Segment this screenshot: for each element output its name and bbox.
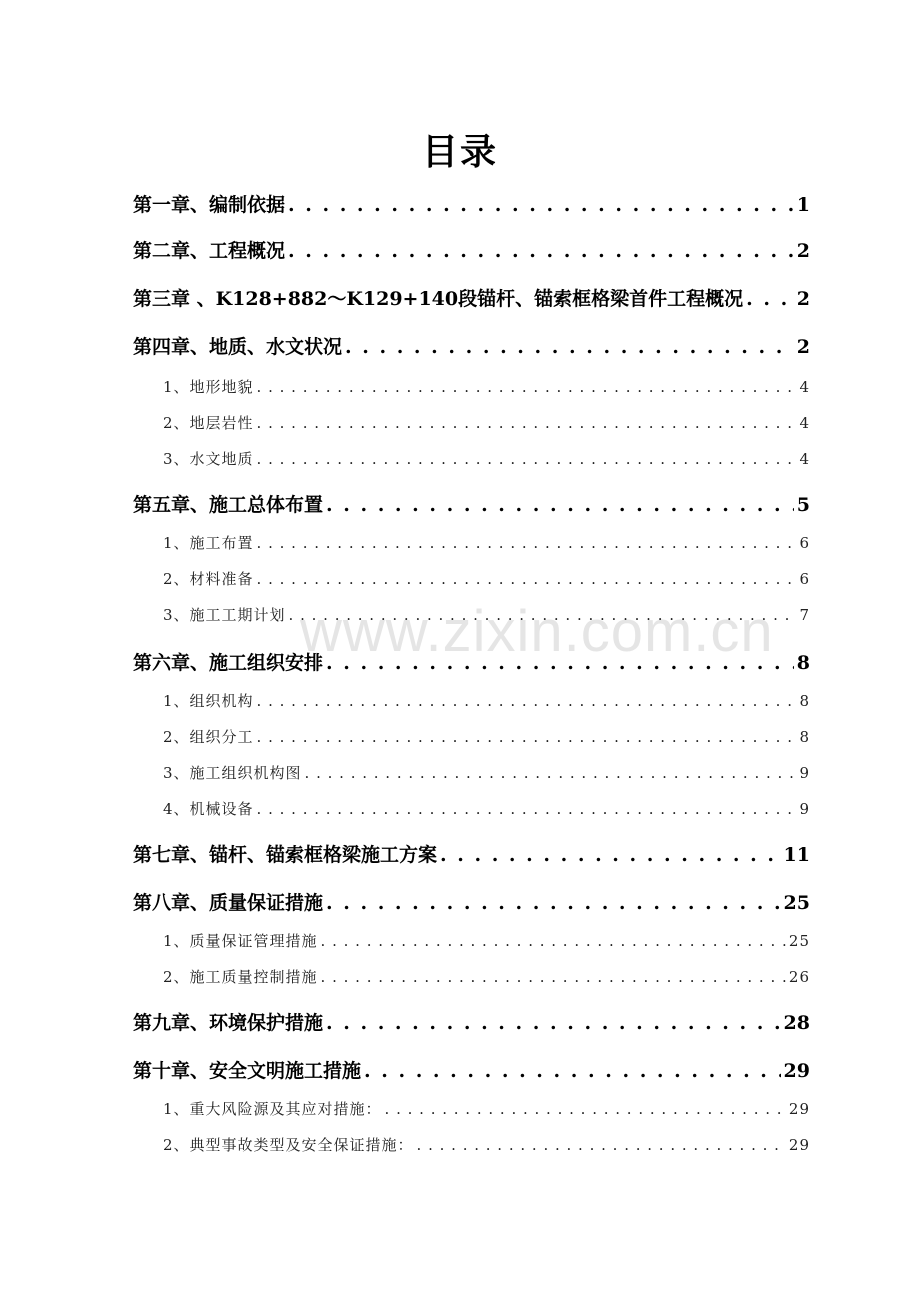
toc-chapter-entry[interactable] [133, 1056, 810, 1083]
toc-dot-leader [305, 764, 797, 782]
toc-entry-label: 第四章、地质、水文状况 [133, 336, 343, 358]
page-title: 目录 [421, 131, 498, 173]
toc-chapter-entry[interactable] [133, 490, 810, 517]
toc-entry-label: 3、水文地质 [163, 450, 254, 468]
toc-entry-label: 第六章、施工组织安排 [133, 652, 324, 674]
toc-chapter-entry[interactable] [133, 888, 810, 915]
toc-dot-leader [257, 378, 797, 396]
toc-page-number: 25 [788, 932, 810, 950]
toc-dot-leader [257, 450, 797, 468]
toc-entry-label: 1、组织机构 [163, 692, 254, 710]
toc-page-number: 2 [796, 336, 810, 358]
toc-dot-leader [257, 728, 797, 746]
toc-dot-leader [257, 800, 797, 818]
toc-entry-label: 第十章、安全文明施工措施 [133, 1060, 362, 1082]
toc-page-number: 8 [799, 692, 810, 710]
toc-entry-label: 4、机械设备 [163, 800, 254, 818]
toc-dot-leader [288, 194, 794, 216]
toc-page-number: 8 [799, 728, 810, 746]
toc-dot-leader [321, 932, 786, 950]
toc-page-number: 4 [799, 414, 810, 432]
toc-chapter-entry[interactable] [133, 840, 810, 867]
toc-dot-leader [345, 336, 794, 358]
toc-chapter-entry[interactable] [133, 284, 810, 311]
toc-page-number: 4 [799, 378, 810, 396]
toc-dot-leader [326, 652, 794, 674]
toc-entry-label: 2、组织分工 [163, 728, 254, 746]
toc-dot-leader [257, 414, 797, 432]
toc-dot-leader [257, 534, 797, 552]
toc-page-number: 2 [796, 240, 810, 262]
toc-section-entry[interactable] [163, 930, 810, 951]
toc-page-number: 5 [796, 494, 810, 516]
toc-section-entry[interactable] [163, 966, 810, 987]
toc-entry-label: 第五章、施工总体布置 [133, 494, 324, 516]
toc-page-number: 25 [783, 892, 810, 914]
toc-dot-leader [440, 844, 781, 866]
toc-page-number: 4 [799, 450, 810, 468]
toc-entry-label: 1、施工布置 [163, 534, 254, 552]
toc-page-number: 28 [783, 1012, 810, 1034]
toc-page-number: 6 [799, 534, 810, 552]
toc-entry-label: 1、重大风险源及其应对措施： [163, 1100, 382, 1118]
toc-page-number: 9 [799, 800, 810, 818]
toc-dot-leader [321, 968, 786, 986]
toc-chapter-entry[interactable] [133, 190, 810, 217]
toc-page-number: 29 [788, 1100, 810, 1118]
toc-dot-leader [364, 1060, 781, 1082]
toc-page-number: 6 [799, 570, 810, 588]
toc-dot-leader [326, 892, 781, 914]
toc-entry-label: 1、地形地貌 [163, 378, 254, 396]
toc-section-entry[interactable] [163, 1098, 810, 1119]
toc-dot-leader [257, 570, 797, 588]
toc-entry-label: 2、地层岩性 [163, 414, 254, 432]
toc-entry-label: 2、施工质量控制措施 [163, 968, 318, 986]
toc-entry-label: 第三章 、K128+882～K129+140段锚杆、锚索框格梁首件工程概况 [133, 288, 744, 310]
toc-section-entry[interactable] [163, 568, 810, 589]
toc-chapter-entry[interactable] [133, 648, 810, 675]
toc-dot-leader [326, 1012, 781, 1034]
toc-page-number: 11 [783, 844, 810, 866]
toc-page-number: 1 [796, 194, 810, 216]
toc-page-number: 29 [788, 1136, 810, 1154]
toc-dot-leader [746, 288, 794, 310]
toc-page-number: 29 [783, 1060, 810, 1082]
toc-section-entry[interactable] [163, 604, 810, 625]
toc-entry-label: 2、典型事故类型及安全保证措施： [163, 1136, 414, 1154]
toc-dot-leader [289, 606, 797, 624]
toc-page-number: 7 [799, 606, 810, 624]
toc-entry-label: 第七章、锚杆、锚索框格梁施工方案 [133, 844, 438, 866]
toc-entry-label: 3、施工组织机构图 [163, 764, 302, 782]
toc-entry-label: 第九章、环境保护措施 [133, 1012, 324, 1034]
toc-page-number: 26 [788, 968, 810, 986]
toc-section-entry[interactable] [163, 1134, 810, 1155]
toc-dot-leader [288, 240, 794, 262]
toc-entry-label: 3、施工工期计划 [163, 606, 286, 624]
toc-section-entry[interactable] [163, 448, 810, 469]
toc-entry-label: 1、质量保证管理措施 [163, 932, 318, 950]
toc-entry-label: 第八章、质量保证措施 [133, 892, 324, 914]
toc-section-entry[interactable] [163, 376, 810, 397]
toc-chapter-entry[interactable] [133, 332, 810, 359]
toc-section-entry[interactable] [163, 532, 810, 553]
toc-section-entry[interactable] [163, 412, 810, 433]
watermark: www.zixin.com.cn [300, 599, 774, 664]
toc-chapter-entry[interactable] [133, 236, 810, 263]
toc-dot-leader [326, 494, 794, 516]
toc-section-entry[interactable] [163, 762, 810, 783]
toc-entry-label: 第二章、工程概况 [133, 240, 286, 262]
toc-chapter-entry[interactable] [133, 1008, 810, 1035]
toc-page-number: 8 [796, 652, 810, 674]
toc-section-entry[interactable] [163, 726, 810, 747]
toc-section-entry[interactable] [163, 798, 810, 819]
toc-entry-label: 2、材料准备 [163, 570, 254, 588]
toc-page-number: 2 [796, 288, 810, 310]
toc-dot-leader [257, 692, 797, 710]
toc-dot-leader [385, 1100, 786, 1118]
toc-page-number: 9 [799, 764, 810, 782]
toc-entry-label: 第一章、编制依据 [133, 194, 286, 216]
toc-section-entry[interactable] [163, 690, 810, 711]
toc-dot-leader [417, 1136, 786, 1154]
